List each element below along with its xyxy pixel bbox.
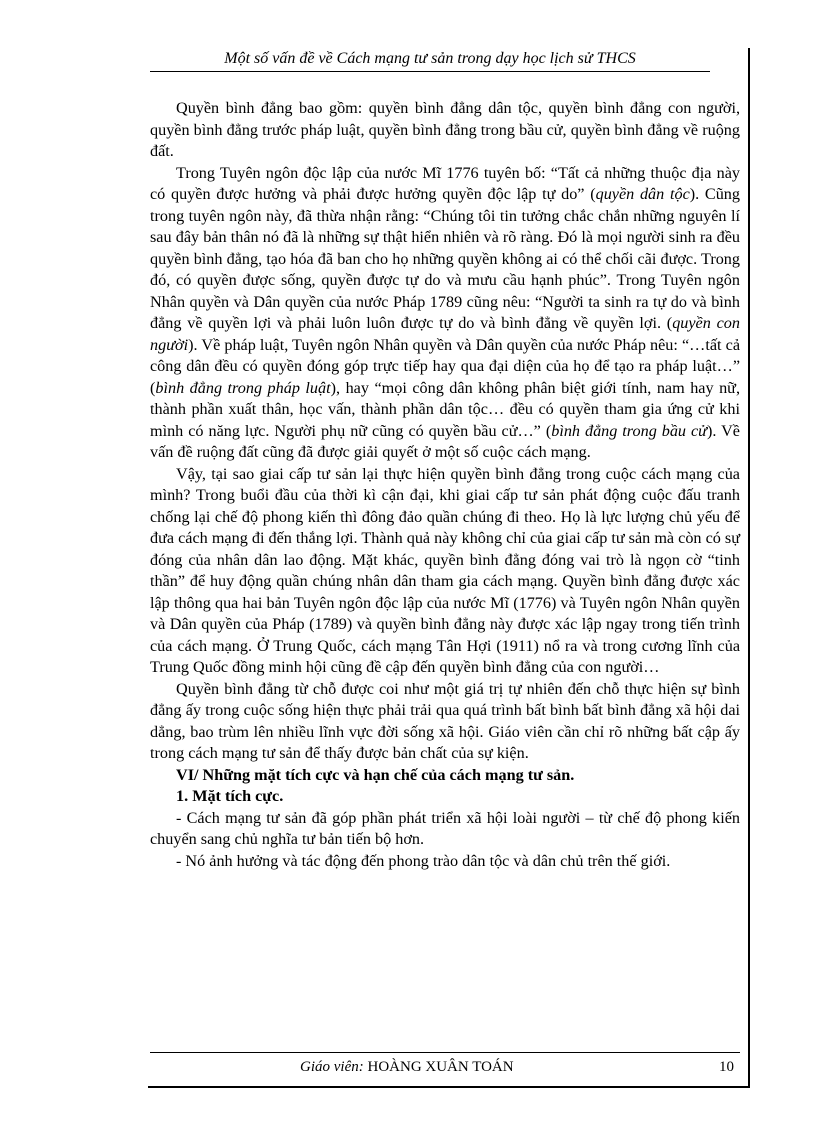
subsection-heading: 1. Mặt tích cực. — [176, 787, 284, 805]
footer-teacher: Giáo viên: HOÀNG XUÂN TOÁN — [300, 1059, 514, 1075]
page-header — [150, 50, 710, 72]
page-footer — [150, 1052, 740, 1075]
document-body — [150, 98, 740, 872]
section-heading: VI/ Những mặt tích cực và hạn chế của cách mạng tư sản. — [176, 765, 575, 784]
paragraph: Quyền bình đẳng từ chỗ được coi như một giá trị tự nhiên đến chỗ thực hiện sự bình đẳng ấy trong cuộc sống hiện thực phải trải qua quá trình bất bình bất bình đẳng xã hội dai dẳng, bao trùm lên nhiều lĩnh vực đời sống xã hội. Giáo viên cần chỉ rõ những bất cập ấy trong cách mạng tư sản để thấy được bản chất của sự kiện. — [150, 679, 740, 762]
paragraph: Quyền bình đẳng bao gồm: quyền bình đẳng dân tộc, quyền bình đẳng con người, quyền bình đẳng trước pháp luật, quyền bình đẳng trong bầu cử, quyền bình đẳng về ruộng đất. — [150, 99, 740, 160]
paragraph: - Nó ảnh hưởng và tác động đến phong trào dân tộc và dân chủ trên thế giới. — [176, 851, 671, 870]
paragraph: Trong Tuyên ngôn độc lập của nước Mĩ 1776 tuyên bố: “Tất cả những thuộc địa này có quyền được hưởng và phải được hưởng quyền độc lập tự do” (quyền dân tộc). Cũng trong tuyên ngôn này, đã thừa nhận rằng: “Chúng tôi tin tưởng chắc chắn những nguyên lí sau đây bản thân nó đã là những sự thật hiển nhiên và rõ ràng. Đó là mọi người sinh ra đều quyền bình đẳng, tạo hóa đã ban cho họ những quyền không ai có thể chối cãi được. Trong đó, có quyền được sống, quyền được tự do và mưu cầu hạnh phúc”. Trong Tuyên ngôn Nhân quyền và Dân quyền của nước Pháp 1789 cũng nêu: “Người ta sinh ra tự do và bình đẳng về quyền lợi và phải luôn luôn được tự do và bình đẳng về quyền lợi. (quyền con người). Về pháp luật, Tuyên ngôn Nhân quyền và Dân quyền của nước Pháp nêu: “…tất cả công dân đều có quyền đóng góp trực tiếp hay qua đại diện của họ để tạo ra pháp luật…” (bình đẳng trong pháp luật), hay “mọi công dân không phân biệt giới tính, nam hay nữ, thành phần xuất thân, học vấn, thành phần dân tộc… đều có quyền tham gia ứng cử khi mình có năng lực. Người phụ nữ cũng có quyền bầu cử…” (bình đẳng trong bầu cử). Về vấn đề ruộng đất cũng đã được giải quyết ở một số cuộc cách mạng. — [150, 163, 740, 461]
paragraph: Vậy, tại sao giai cấp tư sản lại thực hiện quyền bình đẳng trong cuộc cách mạng của mình? Trong buổi đầu của thời kì cận đại, khi giai cấp tư sản phát động cuộc đấu tranh chống lại chế độ phong kiến thì đông đảo quần chúng đi theo. Họ là lực lượng chủ yếu để đưa cách mạng đi đến thắng lợi. Thành quả này không chỉ của giai cấp tư sản mà còn có sự đóng của nhân dân lao động. Mặt khác, quyền bình đẳng đóng vai trò là ngọn cờ “tinh thần” để huy động quần chúng nhân dân tham gia cách mạng. Quyền bình đẳng được xác lập thông qua hai bản Tuyên ngôn độc lập của nước Mĩ (1776) và Tuyên ngôn Nhân quyền và Dân quyền của Pháp (1789) và quyền bình đẳng này được xác lập ngay trong tiến trình của cách mạng. Ở Trung Quốc, cách mạng Tân Hợi (1911) nổ ra và trong cương lĩnh của Trung Quốc đồng minh hội cũng đề cập đến quyền bình đẳng của con người… — [150, 464, 740, 676]
header-title: Một số vấn đề về Cách mạng tư sản trong dạy học lịch sử THCS — [224, 50, 636, 67]
page-number: 10 — [719, 1059, 734, 1075]
paragraph: - Cách mạng tư sản đã góp phần phát triển xã hội loài người – từ chế độ phong kiến chuyển sang chủ nghĩa tư bản tiến bộ hơn. — [150, 808, 740, 848]
